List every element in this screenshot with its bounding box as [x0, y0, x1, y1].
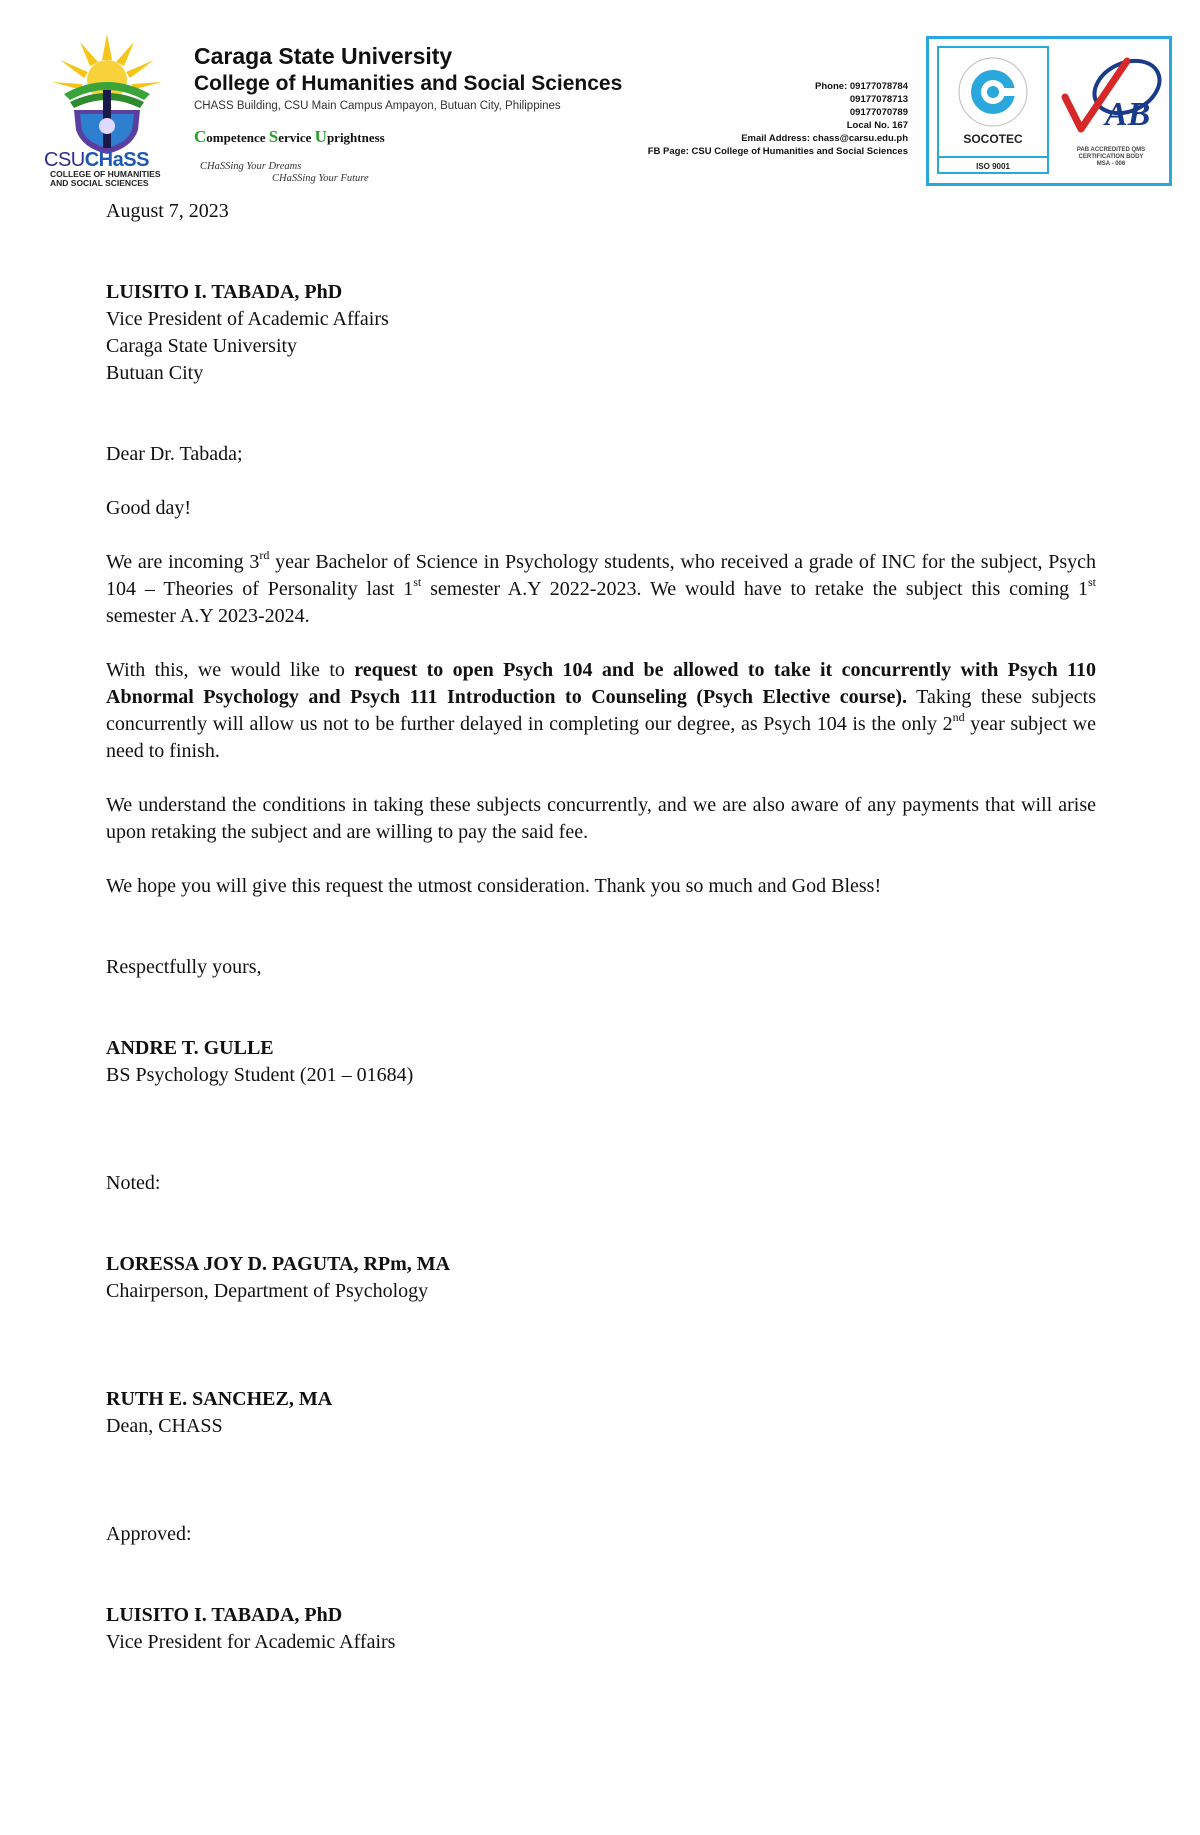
greeting: Good day!	[106, 497, 191, 519]
letter-body	[106, 198, 1096, 1656]
contact-phone-1: Phone: 09177078784	[815, 81, 908, 92]
logo-brand-chass: CHaSS	[84, 149, 149, 171]
p1-part-b: year Bachelor of Science in Psychology students, who received a grade of INC for the subject, Psych 104 – Theories of Personality last 1	[106, 551, 1096, 600]
letter-date: August 7, 2023	[106, 200, 229, 222]
logo-brand-csu: CSU	[44, 149, 85, 171]
iso-label: ISO 9001	[939, 156, 1047, 171]
noted-1-title: Chairperson, Department of Psychology	[106, 1280, 429, 1302]
motto-s: S	[268, 127, 279, 146]
motto-c: C	[194, 127, 207, 146]
paragraph-1	[106, 549, 1096, 630]
p2-bold-request: request to open Psych 104 and be allowed to take it concurrently with Psych 110 Abnormal Psychology and Psych 111 Introduction to Counseling (Psych Elective course).	[106, 659, 1097, 708]
p1-sup-2: st	[413, 575, 422, 590]
motto-s-rest: ervice	[278, 130, 315, 145]
p2-part-c: year subject we need to finish.	[106, 713, 1096, 762]
p2-part-a: With this, we would like to	[106, 659, 355, 681]
approver-block	[106, 1602, 1096, 1656]
contact-fb: FB Page: CSU College of Humanities and Social Sciences	[647, 146, 908, 157]
sender-block	[106, 1035, 1096, 1089]
tagline-2: CHaSSing Your Future	[272, 173, 369, 184]
socotec-badge	[937, 46, 1049, 174]
contact-phone-2: 09177078713	[849, 94, 908, 105]
college-motto	[194, 127, 622, 147]
p1-sup-1: rd	[259, 548, 270, 563]
logo-subtitle-2: AND SOCIAL SCIENCES	[50, 178, 149, 188]
p2-part-b: Taking these subjects concurrently will allow us not to be further delayed in completing our degree, as Psych 104 is the only 2	[106, 686, 1096, 735]
pab-checkmark-icon	[1057, 47, 1165, 147]
pab-text-2: CERTIFICATION BODY	[1078, 154, 1144, 160]
noted-signatory-1	[106, 1251, 1096, 1305]
approved-label: Approved:	[106, 1523, 192, 1545]
pab-badge	[1057, 47, 1165, 177]
motto-u: U	[314, 127, 327, 146]
socotec-icon	[939, 48, 1047, 132]
recipient-city: Butuan City	[106, 362, 204, 384]
sender-title: BS Psychology Student (201 – 01684)	[106, 1064, 414, 1086]
p1-part-a: We are incoming 3	[106, 551, 260, 573]
approver-name: LUISITO I. TABADA, PhD	[106, 1604, 343, 1626]
certification-badges	[926, 36, 1172, 186]
sender-name: ANDRE T. GULLE	[106, 1037, 274, 1059]
approver-title: Vice President for Academic Affairs	[106, 1631, 396, 1653]
letterhead	[0, 0, 1200, 205]
motto-u-rest: prightness	[326, 130, 385, 145]
noted-signatory-2	[106, 1386, 1096, 1440]
logo-subtitle-1: COLLEGE OF HUMANITIES	[50, 169, 161, 179]
university-name: Caraga State University	[194, 43, 453, 69]
noted-2-title: Dean, CHASS	[106, 1415, 223, 1437]
noted-1-name: LORESSA JOY D. PAGUTA, RPm, MA	[106, 1253, 451, 1275]
pab-text-3: MSA - 006	[1096, 161, 1126, 167]
socotec-label: SOCOTEC	[963, 132, 1023, 146]
p1-part-c: semester A.Y 2022-2023. We would have to retake the subject this coming 1	[421, 578, 1088, 600]
p1-part-d: semester A.Y 2023-2024.	[106, 605, 310, 627]
contact-email: Email Address: chass@carsu.edu.ph	[741, 133, 908, 144]
college-address: CHASS Building, CSU Main Campus Ampayon, Butuan City, Philippines	[194, 100, 561, 112]
noted-label: Noted:	[106, 1172, 161, 1194]
p2-sup: nd	[952, 710, 965, 725]
institution-block	[194, 42, 622, 184]
chass-emblem-icon	[40, 30, 175, 155]
logo-brand	[44, 150, 179, 170]
contact-block	[648, 80, 908, 158]
salutation: Dear Dr. Tabada;	[106, 443, 243, 465]
recipient-block	[106, 279, 1096, 387]
motto-c-rest: ompetence	[206, 130, 269, 145]
paragraph-4: We hope you will give this request the utmost consideration. Thank you so much and God Bless!	[106, 875, 882, 897]
paragraph-2	[106, 657, 1096, 765]
contact-local: Local No. 167	[846, 120, 908, 131]
closing: Respectfully yours,	[106, 956, 262, 978]
pab-text	[1057, 147, 1165, 168]
noted-2-name: RUTH E. SANCHEZ, MA	[106, 1388, 333, 1410]
tagline-1: CHaSSing Your Dreams	[200, 161, 302, 172]
college-name: College of Humanities and Social Sciences	[194, 72, 623, 95]
p1-sup-3: st	[1087, 575, 1096, 590]
recipient-title: Vice President of Academic Affairs	[106, 308, 389, 330]
recipient-institution: Caraga State University	[106, 335, 298, 357]
logo-wordmark	[44, 150, 179, 188]
paragraph-3: We understand the conditions in taking these subjects concurrently, and we are also aware of any payments that will arise upon retaking the subject and are willing to pay the said fee.	[106, 794, 1096, 843]
pab-text-1: PAB ACCREDITED QMS	[1076, 147, 1146, 153]
pab-label: AB	[1105, 96, 1151, 133]
contact-phone-3: 09177070789	[849, 107, 908, 118]
recipient-name: LUISITO I. TABADA, PhD	[106, 281, 343, 303]
